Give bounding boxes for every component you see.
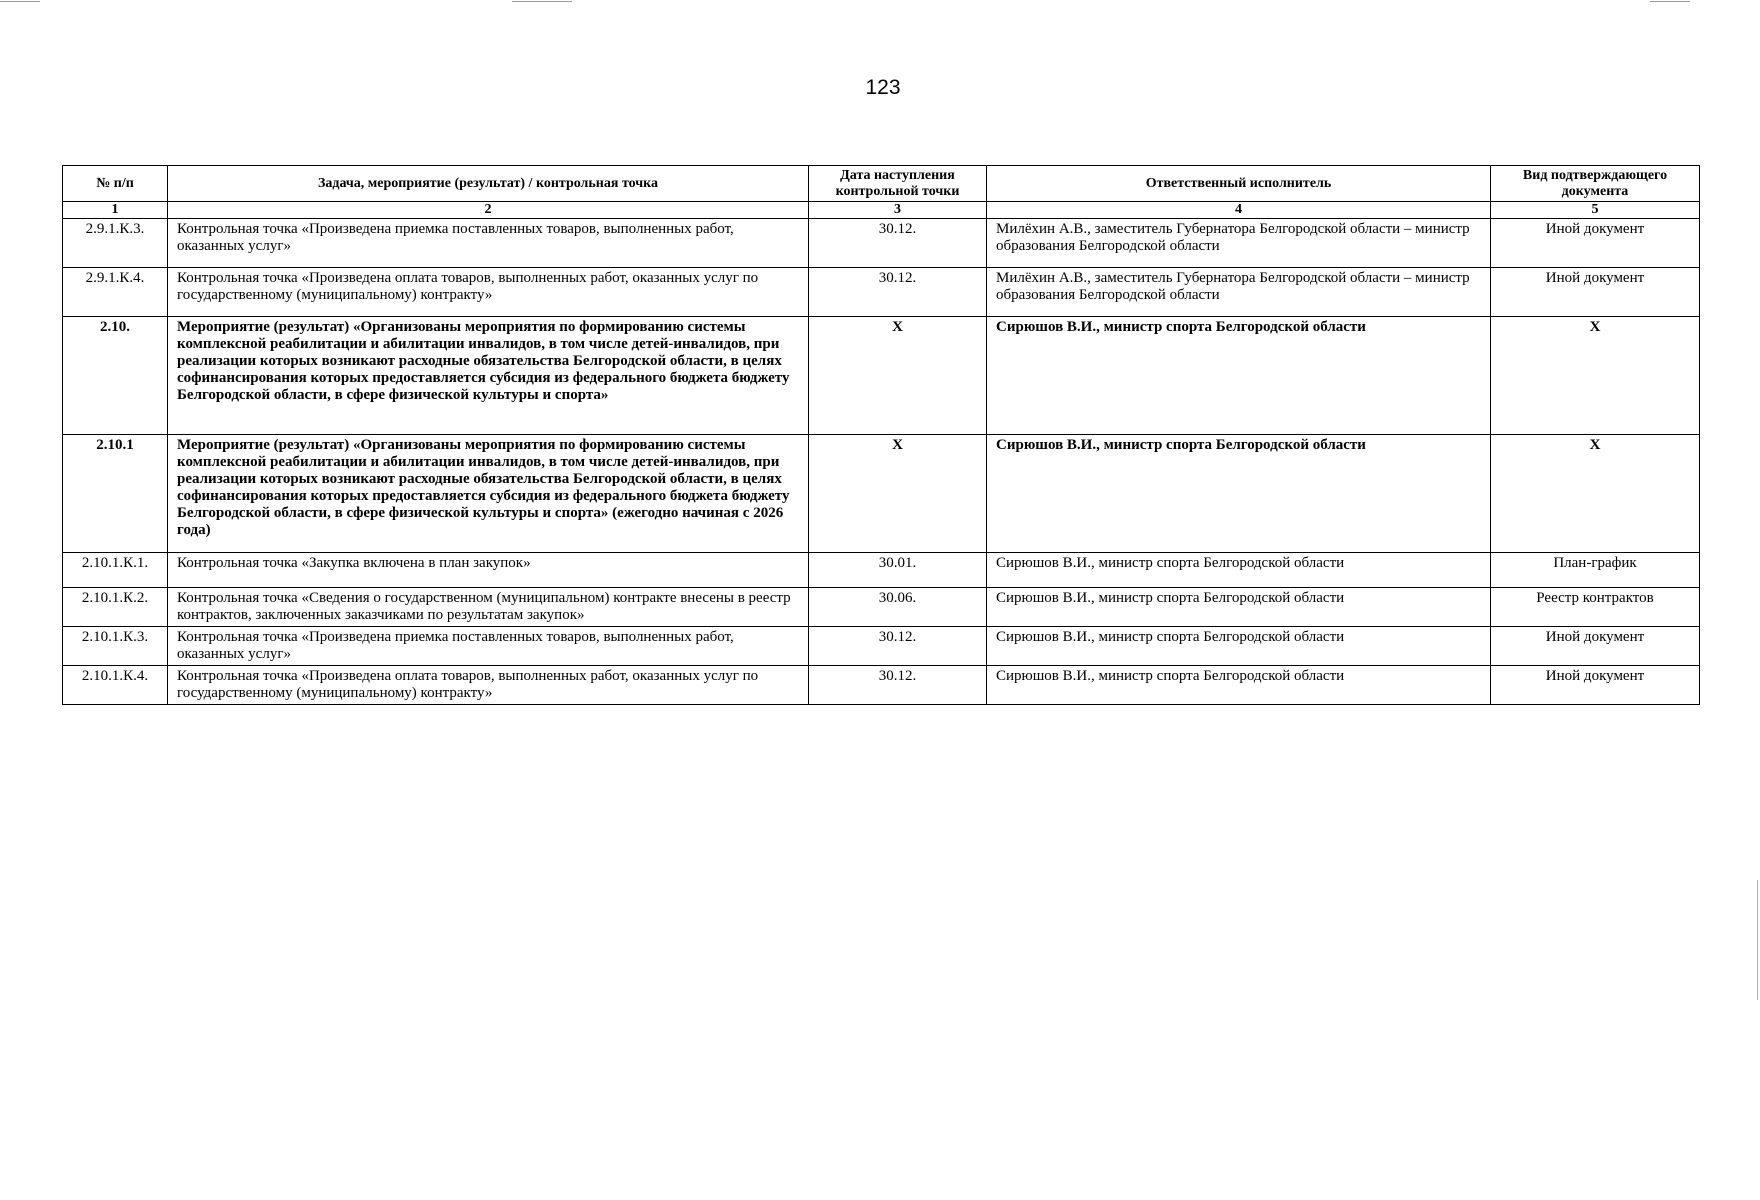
row-document: Иной документ bbox=[1491, 219, 1700, 268]
header-executor: Ответственный исполнитель bbox=[987, 166, 1491, 202]
table-header-row bbox=[63, 166, 1700, 202]
row-task: Контрольная точка «Закупка включена в план закупок» bbox=[168, 553, 809, 588]
table-row bbox=[63, 553, 1700, 588]
row-date: 30.12. bbox=[809, 666, 987, 705]
row-executor: Милёхин А.В., заместитель Губернатора Белгородской области – министр образования Белгородской области bbox=[987, 268, 1491, 317]
row-document: Иной документ bbox=[1491, 666, 1700, 705]
scan-artifact-top-right bbox=[1650, 1, 1690, 2]
table-row bbox=[63, 435, 1700, 553]
row-executor: Сирюшов В.И., министр спорта Белгородской области bbox=[987, 627, 1491, 666]
page-number: 123 bbox=[865, 76, 901, 99]
row-number: 2.10.1.К.3. bbox=[63, 627, 168, 666]
row-number: 2.10. bbox=[63, 317, 168, 435]
header-task: Задача, мероприятие (результат) / контрольная точка bbox=[168, 166, 809, 202]
column-number: 5 bbox=[1491, 202, 1700, 219]
scan-artifact-right-edge bbox=[1757, 880, 1758, 1000]
row-executor: Сирюшов В.И., министр спорта Белгородской области bbox=[987, 666, 1491, 705]
header-document: Вид подтверждающего документа bbox=[1491, 166, 1700, 202]
row-date: 30.12. bbox=[809, 219, 987, 268]
table-row bbox=[63, 317, 1700, 435]
column-number: 4 bbox=[987, 202, 1491, 219]
table-row bbox=[63, 268, 1700, 317]
row-document: План-график bbox=[1491, 553, 1700, 588]
row-executor: Сирюшов В.И., министр спорта Белгородской области bbox=[987, 435, 1491, 553]
column-number-row bbox=[63, 202, 1700, 219]
table-row bbox=[63, 588, 1700, 627]
row-task: Мероприятие (результат) «Организованы мероприятия по формированию системы комплексной реабилитации и абилитации инвалидов, в том числе детей-инвалидов, при реализации которых возникают расходные обязательства Белгородской области, в целях софинансирования которых предоставляется субсидия из федерального бюджета бюджету Белгородской области, в сфере физической культуры и спорта» (ежегодно начиная с 2026 года) bbox=[168, 435, 809, 553]
row-task: Мероприятие (результат) «Организованы мероприятия по формированию системы комплексной реабилитации и абилитации инвалидов, в том числе детей-инвалидов, при реализации которых возникают расходные обязательства Белгородской области, в целях софинансирования которых предоставляется субсидия из федерального бюджета бюджету Белгородской области, в сфере физической культуры и спорта» bbox=[168, 317, 809, 435]
control-points-table bbox=[62, 165, 1700, 705]
row-date: 30.01. bbox=[809, 553, 987, 588]
scan-artifact-top-center bbox=[512, 1, 572, 2]
row-document: Иной документ bbox=[1491, 268, 1700, 317]
row-task: Контрольная точка «Сведения о государственном (муниципальном) контракте внесены в реестр контрактов, заключенных заказчиками по результатам закупок» bbox=[168, 588, 809, 627]
row-number: 2.10.1.К.4. bbox=[63, 666, 168, 705]
row-number: 2.10.1 bbox=[63, 435, 168, 553]
scan-artifact-top-left bbox=[0, 1, 40, 2]
row-document: Иной документ bbox=[1491, 627, 1700, 666]
row-date: 30.06. bbox=[809, 588, 987, 627]
row-date: 30.12. bbox=[809, 627, 987, 666]
row-task: Контрольная точка «Произведена приемка поставленных товаров, выполненных работ, оказанных услуг» bbox=[168, 219, 809, 268]
row-number: 2.10.1.К.2. bbox=[63, 588, 168, 627]
row-executor: Милёхин А.В., заместитель Губернатора Белгородской области – министр образования Белгородской области bbox=[987, 219, 1491, 268]
row-executor: Сирюшов В.И., министр спорта Белгородской области bbox=[987, 317, 1491, 435]
row-task: Контрольная точка «Произведена приемка поставленных товаров, выполненных работ, оказанных услуг» bbox=[168, 627, 809, 666]
row-document: Х bbox=[1491, 317, 1700, 435]
row-executor: Сирюшов В.И., министр спорта Белгородской области bbox=[987, 588, 1491, 627]
column-number: 2 bbox=[168, 202, 809, 219]
table-row bbox=[63, 219, 1700, 268]
row-date: Х bbox=[809, 435, 987, 553]
column-number: 1 bbox=[63, 202, 168, 219]
row-number: 2.9.1.К.4. bbox=[63, 268, 168, 317]
header-date: Дата наступления контрольной точки bbox=[809, 166, 987, 202]
column-number: 3 bbox=[809, 202, 987, 219]
row-document: Реестр контрактов bbox=[1491, 588, 1700, 627]
header-number: № п/п bbox=[63, 166, 168, 202]
row-date: 30.12. bbox=[809, 268, 987, 317]
table-row bbox=[63, 627, 1700, 666]
row-document: Х bbox=[1491, 435, 1700, 553]
row-executor: Сирюшов В.И., министр спорта Белгородской области bbox=[987, 553, 1491, 588]
row-date: Х bbox=[809, 317, 987, 435]
row-number: 2.9.1.К.3. bbox=[63, 219, 168, 268]
row-task: Контрольная точка «Произведена оплата товаров, выполненных работ, оказанных услуг по государственному (муниципальному) контракту» bbox=[168, 268, 809, 317]
row-task: Контрольная точка «Произведена оплата товаров, выполненных работ, оказанных услуг по государственному (муниципальному) контракту» bbox=[168, 666, 809, 705]
row-number: 2.10.1.К.1. bbox=[63, 553, 168, 588]
table-row bbox=[63, 666, 1700, 705]
